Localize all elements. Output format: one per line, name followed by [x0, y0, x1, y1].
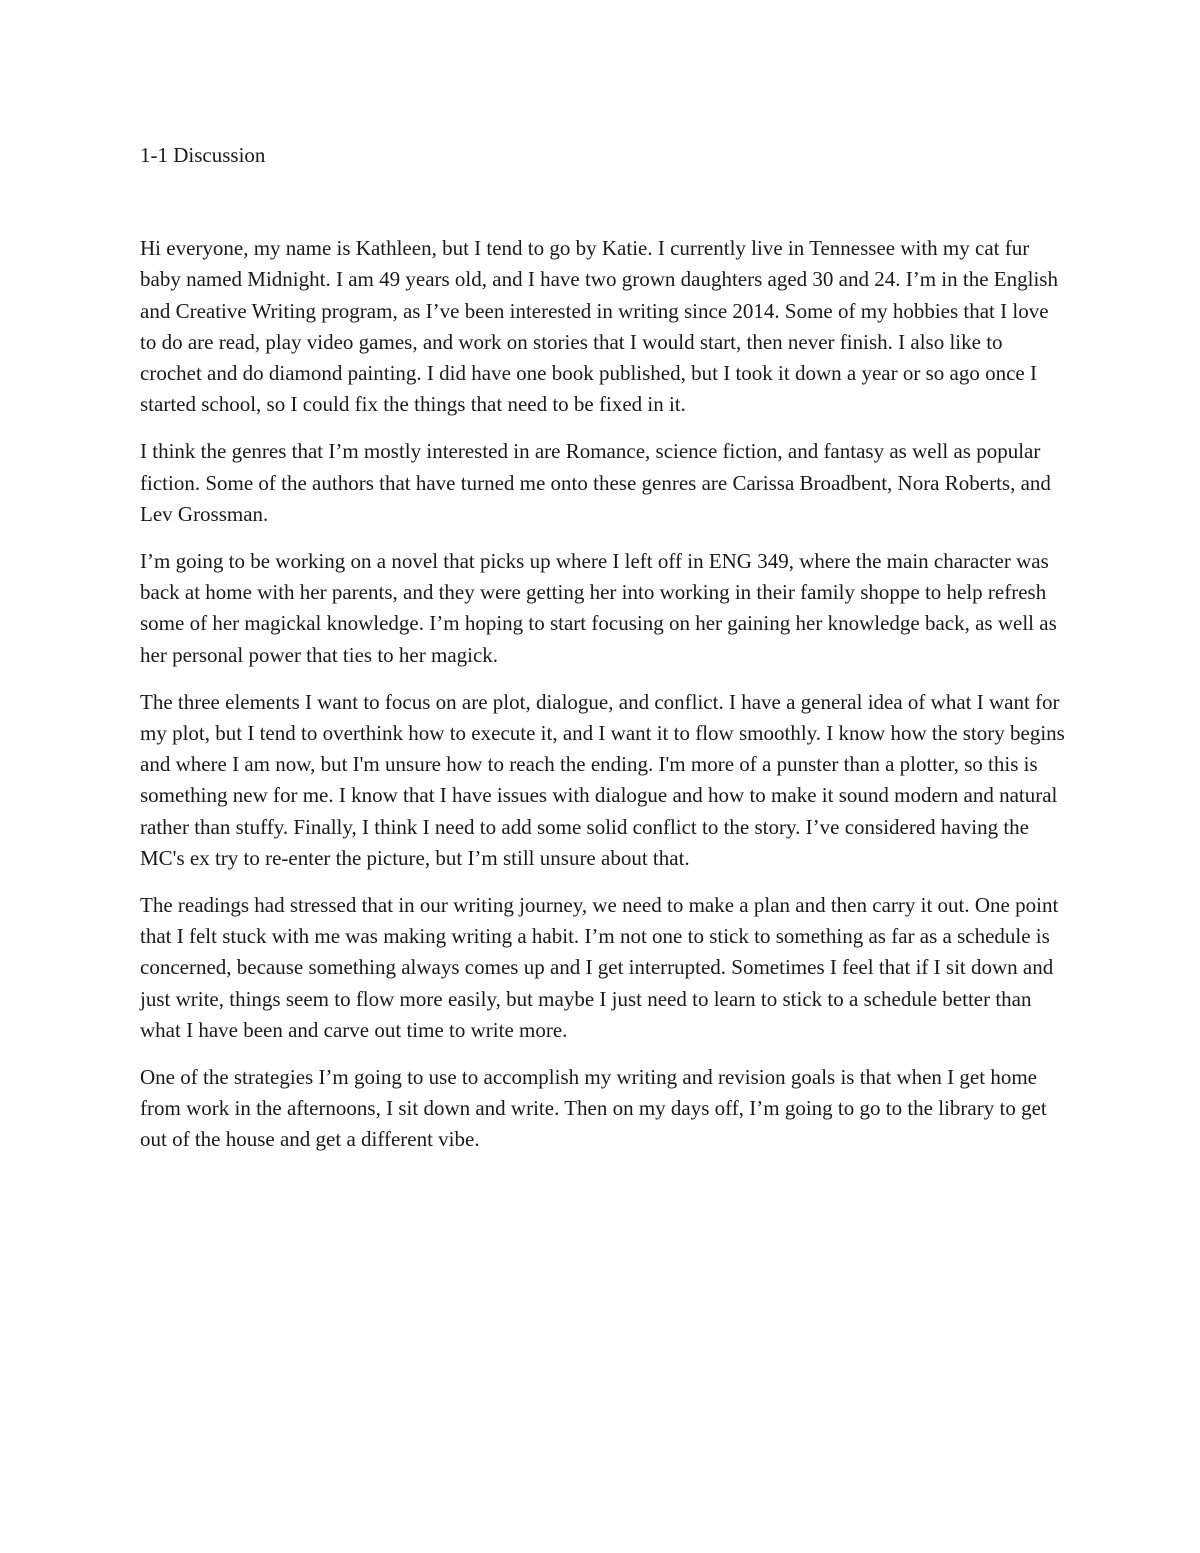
document-body [140, 140, 1065, 1172]
paragraph-strategies: One of the strategies I’m going to use to accomplish my writing and revision goals is that when I get home from work in the afternoons, I sit down and write. Then on my days off, I’m going to go to the library to get out of the house and get a different vibe. [140, 1065, 1047, 1152]
paragraph-focus-elements: The three elements I want to focus on are plot, dialogue, and conflict. I have a general idea of what I want for my plot, but I tend to overthink how to execute it, and I want it to flow smoothly. I know how the story begins and where I am now, but I'm unsure how to reach the ending. I'm more of a punster than a plotter, so this is something new for me. I know that I have issues with dialogue and how to make it sound modern and natural rather than stuffy. Finally, I think I need to add some solid conflict to the story. I’ve considered having the MC's ex try to re-enter the picture, but I’m still unsure about that. [140, 689, 1065, 870]
document-title: 1-1 Discussion [140, 143, 266, 167]
paragraph-novel-project: I’m going to be working on a novel that picks up where I left off in ENG 349, where the main character was back at home with her parents, and they were getting her into working in their family shoppe to help refresh some of her magickal knowledge. I’m hoping to start focusing on her gaining her knowledge back, as well as her personal power that ties to her magick. [140, 549, 1057, 667]
paragraph-genres: I think the genres that I’m mostly interested in are Romance, science fiction, and fantasy as well as popular fiction. Some of the authors that have turned me onto these genres are Carissa Broadbent, Nora Roberts, and Lev Grossman. [140, 439, 1051, 526]
paragraph-readings: The readings had stressed that in our writing journey, we need to make a plan and then carry it out. One point that I felt stuck with me was making writing a habit. I’m not one to stick to something as far as a schedule is concerned, because something always comes up and I get interrupted. Sometimes I feel that if I sit down and just write, things seem to flow more easily, but maybe I just need to learn to stick to a schedule better than what I have been and carve out time to write more. [140, 893, 1059, 1042]
paragraph-introduction: Hi everyone, my name is Kathleen, but I tend to go by Katie. I currently live in Tennessee with my cat fur baby named Midnight. I am 49 years old, and I have two grown daughters aged 30 and 24. I’m in the English and Creative Writing program, as I’ve been interested in writing since 2014. Some of my hobbies that I love to do are read, play video games, and work on stories that I would start, then never finish. I also like to crochet and do diamond painting. I did have one book published, but I took it down a year or so ago once I started school, so I could fix the things that need to be fixed in it. [140, 236, 1058, 417]
